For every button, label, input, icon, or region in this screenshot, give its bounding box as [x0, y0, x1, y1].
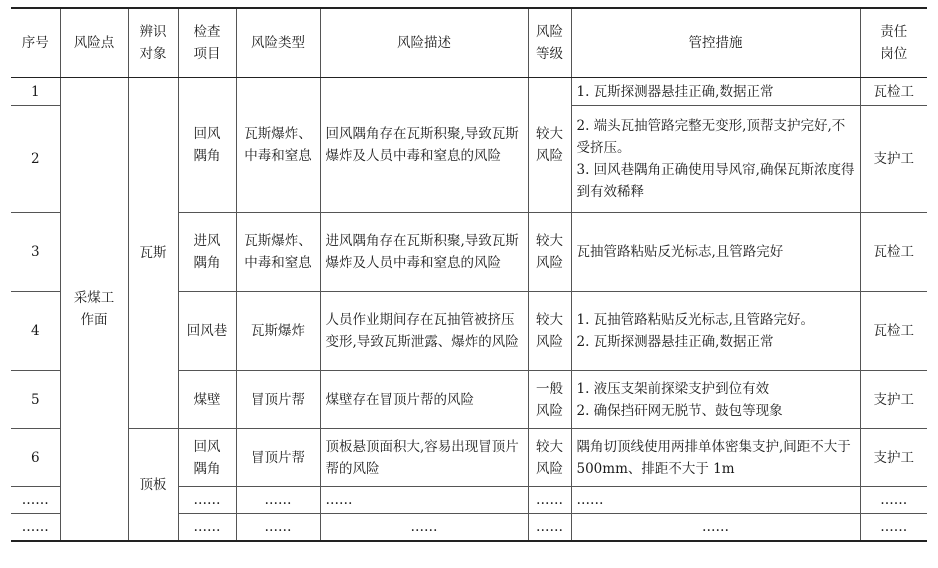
risk-point-cell: 采煤工 作面: [60, 78, 128, 542]
level-cell: 较大 风险: [528, 213, 571, 292]
ellipsis-cell: ……: [236, 487, 320, 514]
risk-type-cell: 瓦斯爆炸、 中毒和窒息: [236, 213, 320, 292]
item-cell: 回风巷: [178, 292, 236, 371]
post-cell: 支护工: [860, 429, 927, 487]
ellipsis-cell: ……: [11, 514, 60, 542]
header-risk-point: 风险点: [60, 8, 128, 78]
table-row: [11, 78, 927, 106]
level-cell: 一般 风险: [528, 371, 571, 429]
ellipsis-cell: ……: [528, 487, 571, 514]
header-row: [11, 8, 927, 78]
row-no: 2: [11, 106, 60, 213]
object-roof-cell: 顶板: [128, 429, 178, 542]
ellipsis-cell: ……: [178, 514, 236, 542]
object-gas-cell: 瓦斯: [128, 78, 178, 429]
ellipsis-cell: ……: [528, 514, 571, 542]
ellipsis-cell: ……: [236, 514, 320, 542]
level-cell: 较大 风险: [528, 292, 571, 371]
header-measures: 管控措施: [571, 8, 860, 78]
ellipsis-cell: ……: [320, 514, 528, 542]
header-item: 检查 项目: [178, 8, 236, 78]
row-no: 4: [11, 292, 60, 371]
risk-control-table: [11, 7, 927, 542]
measures-cell: 瓦抽管路粘贴反光标志,且管路完好: [571, 213, 860, 292]
description-cell: 煤壁存在冒顶片帮的风险: [320, 371, 528, 429]
ellipsis-cell: ……: [860, 487, 927, 514]
row-no: 5: [11, 371, 60, 429]
ellipsis-cell: ……: [11, 487, 60, 514]
risk-type-cell: 冒顶片帮: [236, 429, 320, 487]
risk-type-cell: 冒顶片帮: [236, 371, 320, 429]
description-cell: 顶板悬顶面积大,容易出现冒顶片帮的风险: [320, 429, 528, 487]
header-no: 序号: [11, 8, 60, 78]
ellipsis-cell: ……: [571, 487, 860, 514]
measures-cell: 2. 端头瓦抽管路完整无变形,顶帮支护完好,不受挤压。 3. 回风巷隅角正确使用导风帘,确保瓦斯浓度得到有效稀释: [571, 106, 860, 213]
header-object: 辨识 对象: [128, 8, 178, 78]
measures-cell: 1. 瓦斯探测器悬挂正确,数据正常: [571, 78, 860, 106]
measures-cell: 1. 液压支架前探梁支护到位有效 2. 确保挡矸网无脱节、鼓包等现象: [571, 371, 860, 429]
header-risk-type: 风险类型: [236, 8, 320, 78]
item-cell: 煤壁: [178, 371, 236, 429]
post-cell: 支护工: [860, 371, 927, 429]
header-description: 风险描述: [320, 8, 528, 78]
measures-cell: 隅角切顶线使用两排单体密集支护,间距不大于 500mm、排距不大于 1m: [571, 429, 860, 487]
ellipsis-cell: ……: [320, 487, 528, 514]
post-cell: 瓦检工: [860, 78, 927, 106]
measures-cell: 1. 瓦抽管路粘贴反光标志,且管路完好。 2. 瓦斯探测器悬挂正确,数据正常: [571, 292, 860, 371]
risk-type-cell: 瓦斯爆炸: [236, 292, 320, 371]
item-cell: 进风 隅角: [178, 213, 236, 292]
header-post: 责任 岗位: [860, 8, 927, 78]
header-level: 风险 等级: [528, 8, 571, 78]
level-cell: 较大 风险: [528, 78, 571, 213]
post-cell: 支护工: [860, 106, 927, 213]
post-cell: 瓦检工: [860, 292, 927, 371]
post-cell: 瓦检工: [860, 213, 927, 292]
ellipsis-cell: ……: [178, 487, 236, 514]
item-cell: 回风 隅角: [178, 429, 236, 487]
row-no: 3: [11, 213, 60, 292]
ellipsis-cell: ……: [571, 514, 860, 542]
table-row: [11, 429, 927, 487]
risk-type-cell: 瓦斯爆炸、 中毒和窒息: [236, 78, 320, 213]
description-cell: 进风隅角存在瓦斯积聚,导致瓦斯爆炸及人员中毒和窒息的风险: [320, 213, 528, 292]
description-cell: 人员作业期间存在瓦抽管被挤压变形,导致瓦斯泄露、爆炸的风险: [320, 292, 528, 371]
ellipsis-cell: ……: [860, 514, 927, 542]
level-cell: 较大 风险: [528, 429, 571, 487]
item-cell: 回风 隅角: [178, 78, 236, 213]
description-cell: 回风隅角存在瓦斯积聚,导致瓦斯爆炸及人员中毒和窒息的风险: [320, 78, 528, 213]
row-no: 6: [11, 429, 60, 487]
row-no: 1: [11, 78, 60, 106]
